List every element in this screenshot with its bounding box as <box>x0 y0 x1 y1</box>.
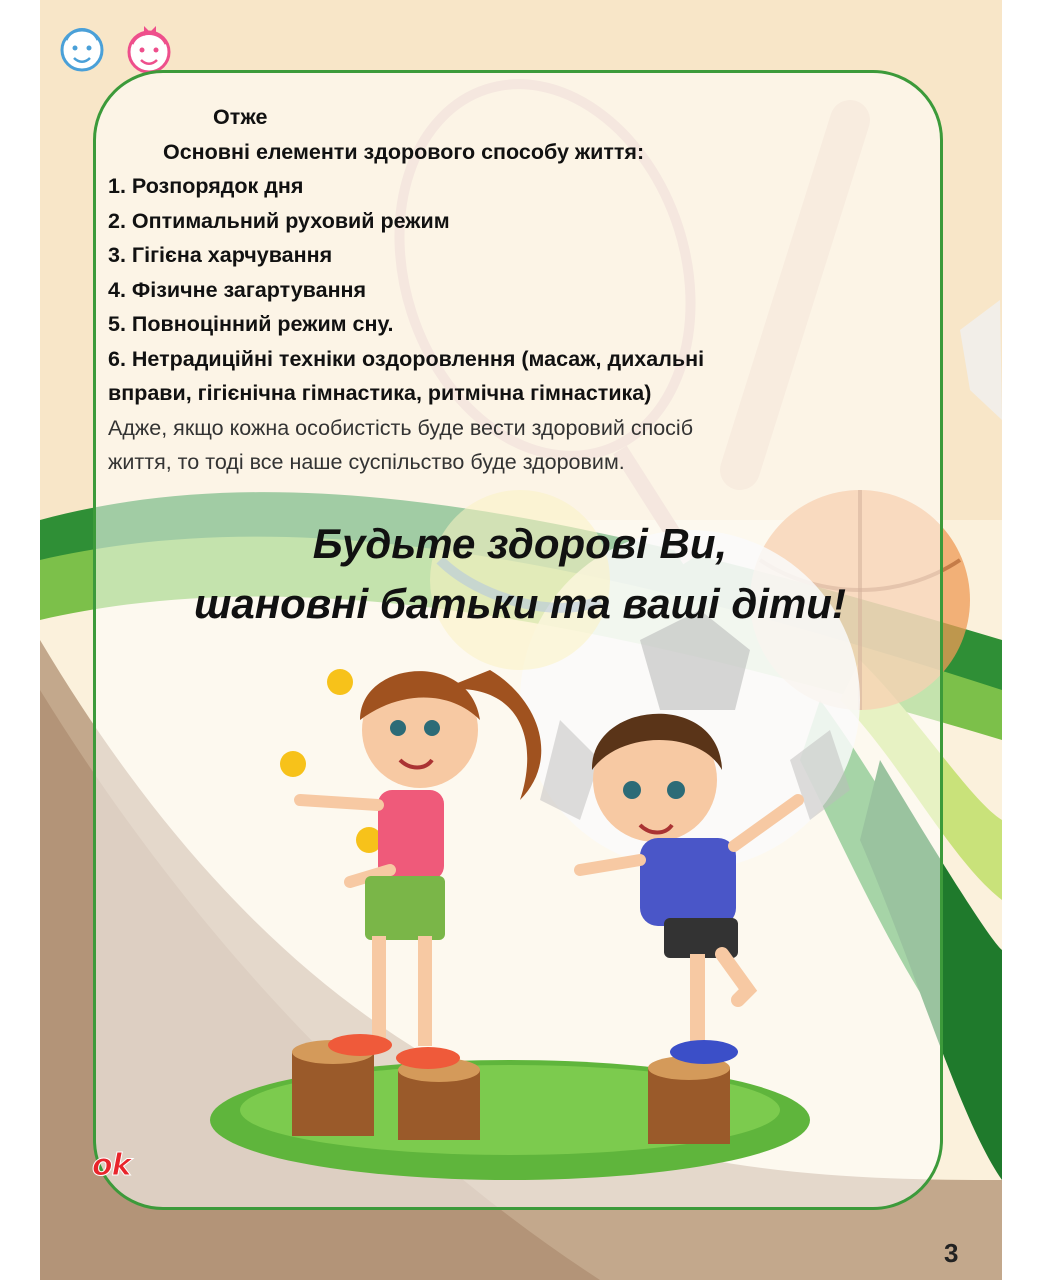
conclusion-text: Адже, якщо кожна особистість буде вести здоровий спосіб <box>108 415 694 440</box>
list-item: 3. Гігієна харчування <box>108 243 333 267</box>
list-item: 5. Повноцінний режим сну. <box>108 312 394 336</box>
stump <box>398 1058 480 1140</box>
boy-figure <box>580 714 798 1064</box>
page-number: 3 <box>944 1238 959 1268</box>
list-item: 1. Розпорядок дня <box>108 174 304 198</box>
stump <box>648 1056 730 1144</box>
list-item: 6. Нетрадиційні техніки оздоровлення (масаж, дихальні <box>108 346 705 371</box>
ok-badge: ok <box>92 1148 131 1183</box>
slogan-line: шановні батьки та ваші діти! <box>194 580 846 627</box>
slogan-line: Будьте здорові Ви, <box>312 520 728 567</box>
list-item-continuation: вправи, гігієнічна гімнастика, ритмічна гімнастика) <box>108 381 652 405</box>
conclusion-text: життя, то тоді все наше суспільство буде здоровим. <box>108 450 625 474</box>
list-item: 4. Фізичне загартування <box>108 277 367 302</box>
section-heading: Основні елементи здорового способу життя: <box>163 139 645 164</box>
intro-text: Отже <box>213 105 268 129</box>
girl-figure <box>300 670 541 1069</box>
list-item: 2. Оптимальний руховий режим <box>108 208 450 233</box>
